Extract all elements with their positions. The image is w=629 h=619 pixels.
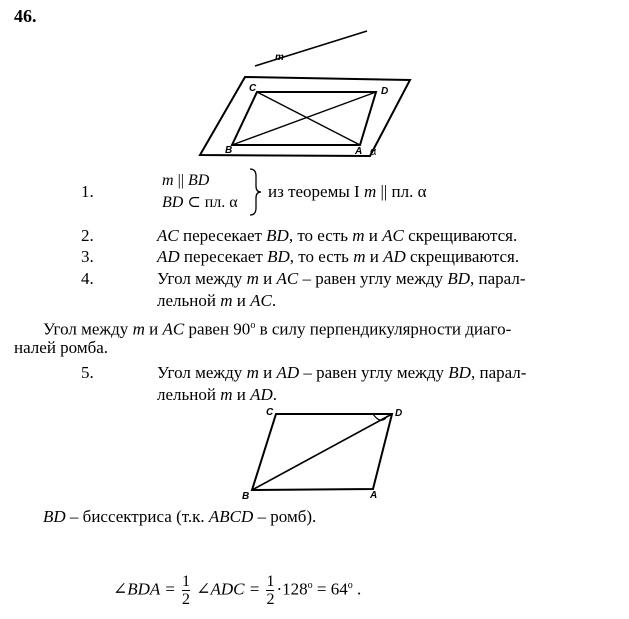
figure-plane-parallelogram <box>195 25 425 165</box>
step4-line1: Угол между m и AC – равен углу между BD, парал- <box>157 269 526 288</box>
step3-text: AD пересекает BD, то есть m и AD скрещиваются. <box>157 247 520 266</box>
step1-line2: BD ⊂ пл. α <box>162 194 238 211</box>
label-d: D <box>395 408 403 419</box>
bisector-statement: BD – биссектриса (т.к. ABCD – ромб). <box>43 507 317 526</box>
step5-number: 5. <box>81 363 94 382</box>
label-c: C <box>266 407 274 418</box>
problem-number: 46. <box>14 6 37 26</box>
step4-line2: лельной m и AC. <box>157 291 277 310</box>
step1-line1: m || BD <box>162 172 210 189</box>
formula: ∠BDA = $\frac{1}{2}$ ∠ADC = $\frac{1}{2}$ $\cdot 128^о = 64^о$ . <box>113 573 362 609</box>
label-d: D <box>381 86 389 97</box>
step5-line2: лельной m и AD. <box>157 385 278 404</box>
step1-conclusion: из теоремы I m || пл. α <box>268 182 427 201</box>
step2-number: 2. <box>81 226 94 245</box>
label-b: B <box>242 491 250 502</box>
step2-text: AC пересекает BD, то есть m и AC скрещиваются. <box>157 226 518 245</box>
label-m: m <box>275 52 284 63</box>
label-alpha: α <box>370 146 377 158</box>
step1-number: 1. <box>81 182 94 201</box>
fraction-1: $\frac{1}{2}$ <box>181 573 190 609</box>
note-line1: Угол между m и AC равен $90^о$ в силу перпендикулярности диаго- <box>43 319 512 339</box>
label-a: A <box>370 490 378 501</box>
label-a: A <box>355 146 363 157</box>
step3-number: 3. <box>81 247 94 266</box>
line-m <box>255 31 367 66</box>
label-b: B <box>225 145 233 156</box>
step5-line1: Угол между m и AD – равен углу между BD, парал- <box>157 363 527 382</box>
right-brace <box>248 168 262 216</box>
label-c: C <box>249 83 257 94</box>
figure-rhombus <box>240 402 410 502</box>
note-line2: налей ромба. <box>14 338 109 357</box>
diagonal-ac <box>257 92 360 145</box>
fraction-2: $\frac{1}{2}$ <box>266 573 275 609</box>
step4-number: 4. <box>81 269 94 288</box>
